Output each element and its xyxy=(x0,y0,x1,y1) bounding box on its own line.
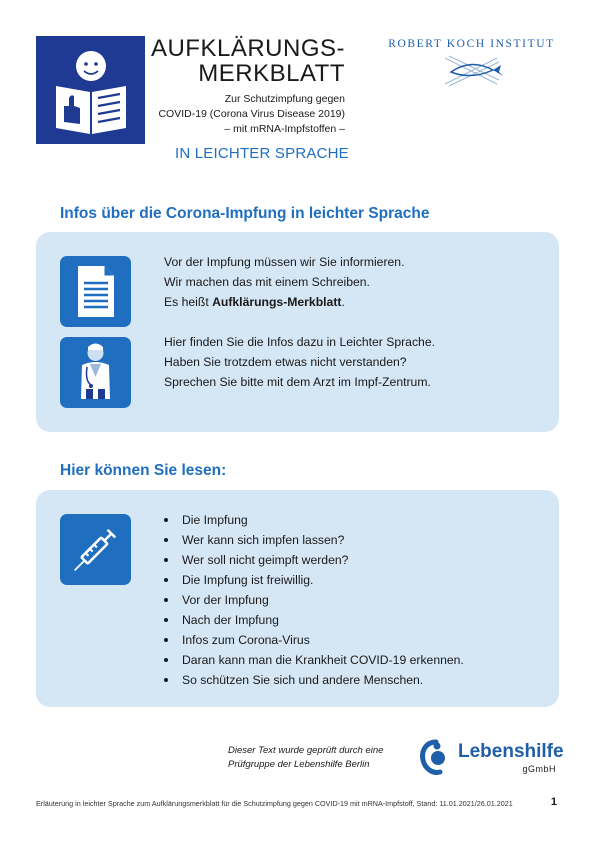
intro-line1: Vor der Impfung müssen wir Sie informieren. xyxy=(164,255,405,269)
review-note-line2: Prüfgruppe der Lebenshilfe Berlin xyxy=(228,759,370,770)
list-item: Nach der Impfung xyxy=(162,610,464,630)
page-number: 1 xyxy=(550,796,557,808)
doctor-icon-tile xyxy=(60,337,131,408)
subtitle-line3: – mit mRNA-Impfstoffen – xyxy=(224,123,345,135)
section-heading-contents: Hier können Sie lesen: xyxy=(60,462,227,479)
lebenshilfe-logo xyxy=(418,738,564,778)
footnote: Erläuterung in leichter Sprache zum Aufklärungsmerkblatt für die Schutzimpfung gegen COVID-19 mit mRNA-Impfstoff, Stand: 11.01.2021/26.01.2021 xyxy=(36,799,513,808)
rki-logo xyxy=(384,38,559,88)
document-title-line2: MERKBLATT xyxy=(198,60,345,87)
list-item: Wer kann sich impfen lassen? xyxy=(162,530,464,550)
list-item: Wer soll nicht geimpft werden? xyxy=(162,550,464,570)
intro-paragraph xyxy=(164,252,404,312)
document-icon xyxy=(60,256,131,327)
help-line1: Hier finden Sie die Infos dazu in Leichter Sprache. xyxy=(164,335,435,349)
review-note xyxy=(228,744,383,772)
intro-line3-suffix: . xyxy=(341,295,345,309)
syringe-icon-tile xyxy=(60,514,131,585)
lebenshilfe-suffix: gGmbH xyxy=(522,764,556,774)
lebenshilfe-logo-mark xyxy=(418,738,454,778)
contents-box xyxy=(36,490,559,707)
intro-line3 xyxy=(164,292,404,312)
intro-line2: Wir machen das mit einem Schreiben. xyxy=(164,275,370,289)
institute-name: ROBERT KOCH INSTITUT xyxy=(388,38,555,50)
review-note-line1: Dieser Text wurde geprüft durch eine xyxy=(228,745,384,756)
list-item: Vor der Impfung xyxy=(162,590,464,610)
list-item: Daran kann man die Krankheit COVID-19 erkennen. xyxy=(162,650,464,670)
help-paragraph xyxy=(164,332,435,392)
list-item: Infos zum Corona-Virus xyxy=(162,630,464,650)
list-item: Die Impfung xyxy=(162,510,464,530)
contents-list xyxy=(162,510,464,690)
section-heading-infos: Infos über die Corona-Impfung in leichter Sprache xyxy=(60,205,430,222)
subtitle-line2: COVID-19 (Corona Virus Disease 2019) xyxy=(158,108,345,120)
language-label: IN LEICHTER SPRACHE xyxy=(175,145,349,162)
help-line3: Sprechen Sie bitte mit dem Arzt im Impf-Zentrum. xyxy=(164,375,431,389)
syringe-icon xyxy=(60,514,131,585)
document-icon-tile xyxy=(60,256,131,327)
title-block xyxy=(105,36,345,137)
lebenshilfe-name: Lebenshilfe xyxy=(458,741,564,762)
doctor-icon xyxy=(60,337,131,408)
info-box xyxy=(36,232,559,432)
document-title-line1: AUFKLÄRUNGS- xyxy=(150,35,345,62)
document-subtitle xyxy=(105,92,345,137)
intro-line3-prefix: Es heißt xyxy=(164,295,213,309)
intro-line3-bold: Aufklärungs-Merkblatt xyxy=(212,295,342,309)
list-item: So schützen Sie sich und andere Menschen. xyxy=(162,670,464,690)
rki-logo-mark xyxy=(437,54,507,88)
list-item: Die Impfung ist freiwillig. xyxy=(162,570,464,590)
help-line2: Haben Sie trotzdem etwas nicht verstanden? xyxy=(164,355,407,369)
subtitle-line1: Zur Schutzimpfung gegen xyxy=(224,93,345,105)
